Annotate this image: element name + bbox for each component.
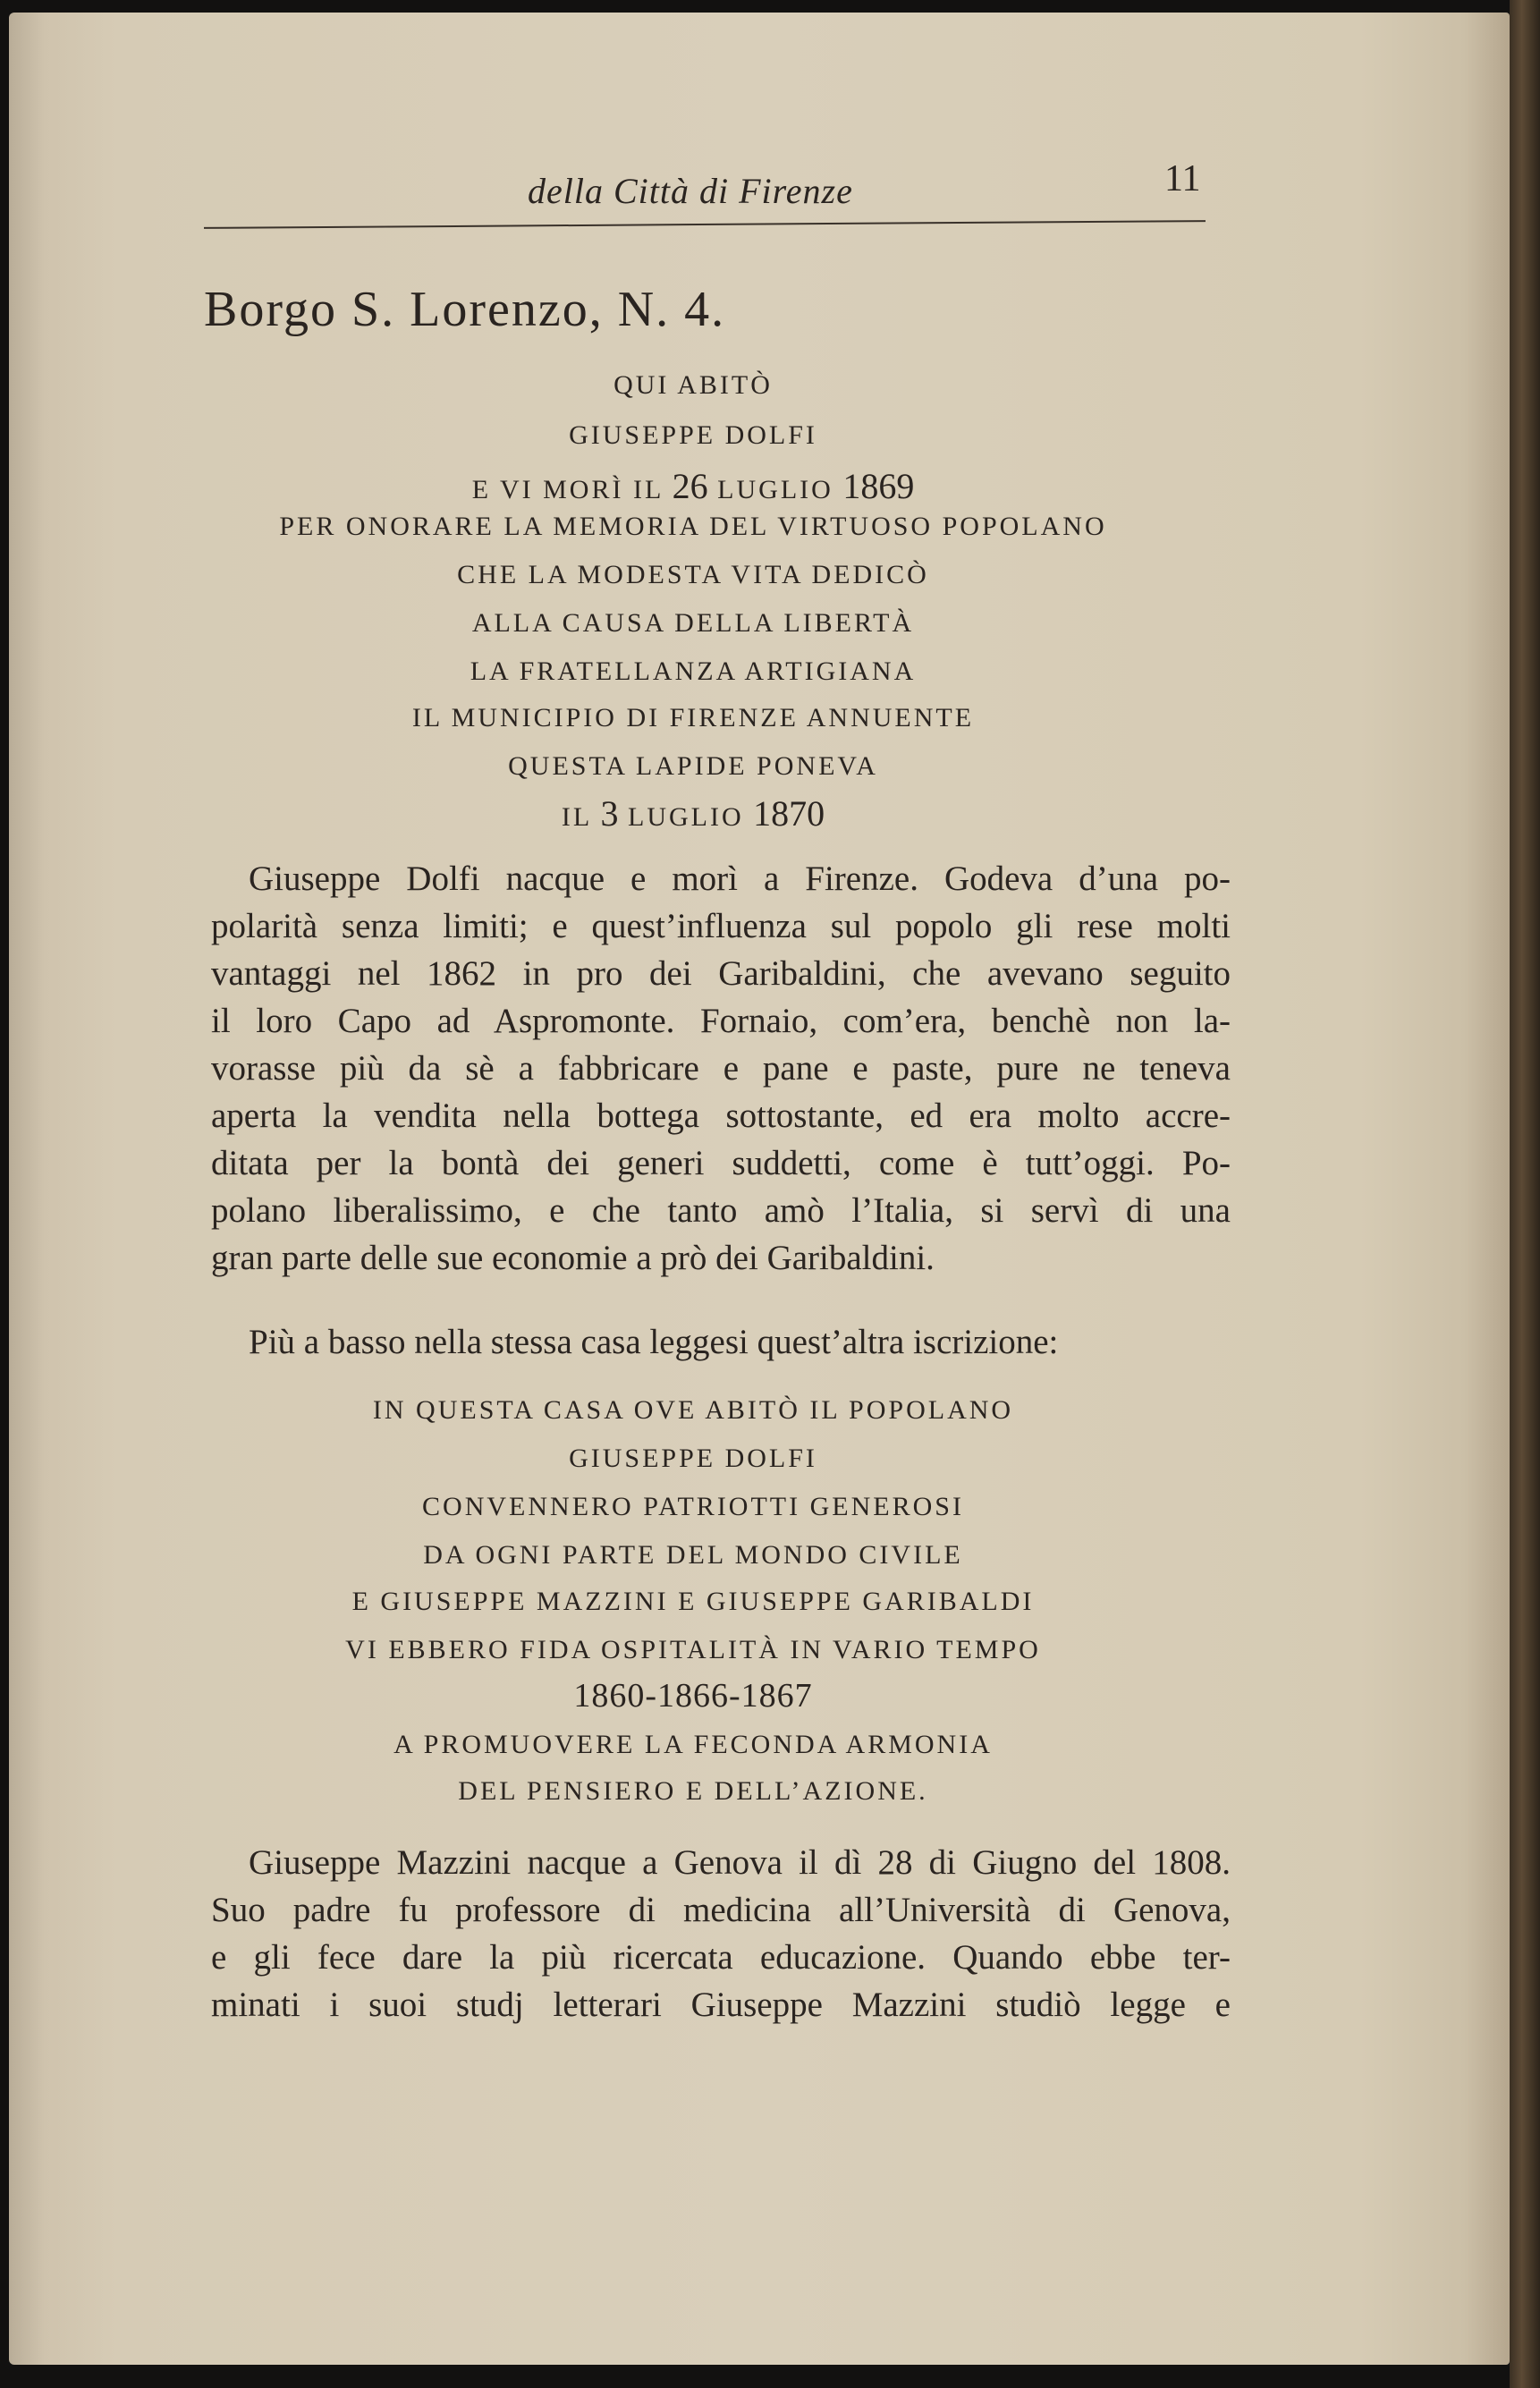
inscription-1-line: LA FRATELLANZA ARTIGIANA [470,656,917,686]
placed-year: 1870 [753,793,825,834]
inscription-1-line: QUI ABITÒ [613,370,773,400]
placed-month: LUGLIO [628,802,744,832]
death-day: 26 [672,466,708,506]
inscription-2-line: DEL PENSIERO E DELL’AZIONE. [458,1776,928,1806]
inscription-1-line: CHE LA MODESTA VITA DEDICÒ [457,560,929,589]
inscription-1-line: IL MUNICIPIO DI FIRENZE ANNUENTE [411,703,975,732]
inscription-1-line [188,792,1198,834]
paragraph-mazzini [211,1839,1231,2028]
inscription-2-line: VI EBBERO FIDA OSPITALITÀ IN VARIO TEMPO [345,1635,1041,1664]
text-line: Giuseppe Dolfi nacque e morì a Firenze. Godeva d’una po- [249,860,1231,898]
death-year: 1869 [842,466,915,506]
inscription-1-line: PER ONORARE LA MEMORIA DEL VIRTUOSO POPOLANO [279,512,1107,541]
inscription-2-years: 1860-1866-1867 [573,1677,813,1715]
text-line: minati i suoi studj letterari Giuseppe Mazzini studiò legge e [211,1986,1231,2024]
death-month: LUGLIO [717,475,833,504]
text-line: vantaggi nel 1862 in pro dei Garibaldini, che avevano seguito [211,954,1231,993]
inscription-1-line: QUESTA LAPIDE PONEVA [508,751,878,781]
text-line: ditata per la bontà dei generi suddetti, come è tutt’oggi. Po- [211,1144,1231,1182]
inscription-2-line: E GIUSEPPE MAZZINI E GIUSEPPE GARIBALDI [351,1587,1035,1616]
text-line: e gli fece dare la più ricercata educazione. Quando ebbe ter- [211,1938,1231,1977]
inscription-1-line: ALLA CAUSA DELLA LIBERTÀ [471,608,915,638]
text-line: polano liberalissimo, e che tanto amò l’Italia, si servì di una [211,1191,1231,1230]
inscription-1-line-text: IL [561,802,592,832]
text-line: il loro Capo ad Aspromonte. Fornaio, com’era, benchè non la- [211,1002,1231,1040]
inscription-1-line-text: E VI MORÌ IL [471,475,664,504]
inscription-2-line: A PROMUOVERE LA FECONDA ARMONIA [393,1730,993,1759]
inscription-2-line: IN QUESTA CASA OVE ABITÒ IL POPOLANO [372,1395,1014,1425]
text-line: Più a basso nella stessa casa leggesi quest’altra iscrizione: [249,1323,1059,1361]
paragraph-dolfi [211,855,1231,1282]
inscription-1-line [188,465,1198,507]
text-line: gran parte delle sue economie a prò dei Garibaldini. [211,1239,935,1277]
placed-day: 3 [600,793,619,834]
inscription-2-line: CONVENNERO PATRIOTTI GENEROSI [422,1492,964,1521]
book-edge [1510,0,1540,2388]
paragraph-intro-inscription [211,1318,1231,1366]
inscription-2-line: DA OGNI PARTE DEL MONDO CIVILE [423,1540,963,1570]
text-line: aperta la vendita nella bottega sottostante, ed era molto accre- [211,1097,1231,1135]
text-line: polarità senza limiti; e quest’influenza sul popolo gli rese molti [211,907,1231,945]
section-heading: Borgo S. Lorenzo, N. 4. [204,282,726,337]
inscription-2-line: GIUSEPPE DOLFI [569,1444,817,1473]
page-number: 11 [1164,158,1201,199]
text-line: Giuseppe Mazzini nacque a Genova il dì 28 di Giugno del 1808. [249,1843,1231,1882]
inscription-1-line: GIUSEPPE DOLFI [569,420,817,450]
running-header-title: della Città di Firenze [528,171,853,211]
text-line: vorasse più da sè a fabbricare e pane e paste, pure ne teneva [211,1049,1231,1088]
text-line: Suo padre fu professore di medicina all’Università di Genova, [211,1891,1231,1929]
